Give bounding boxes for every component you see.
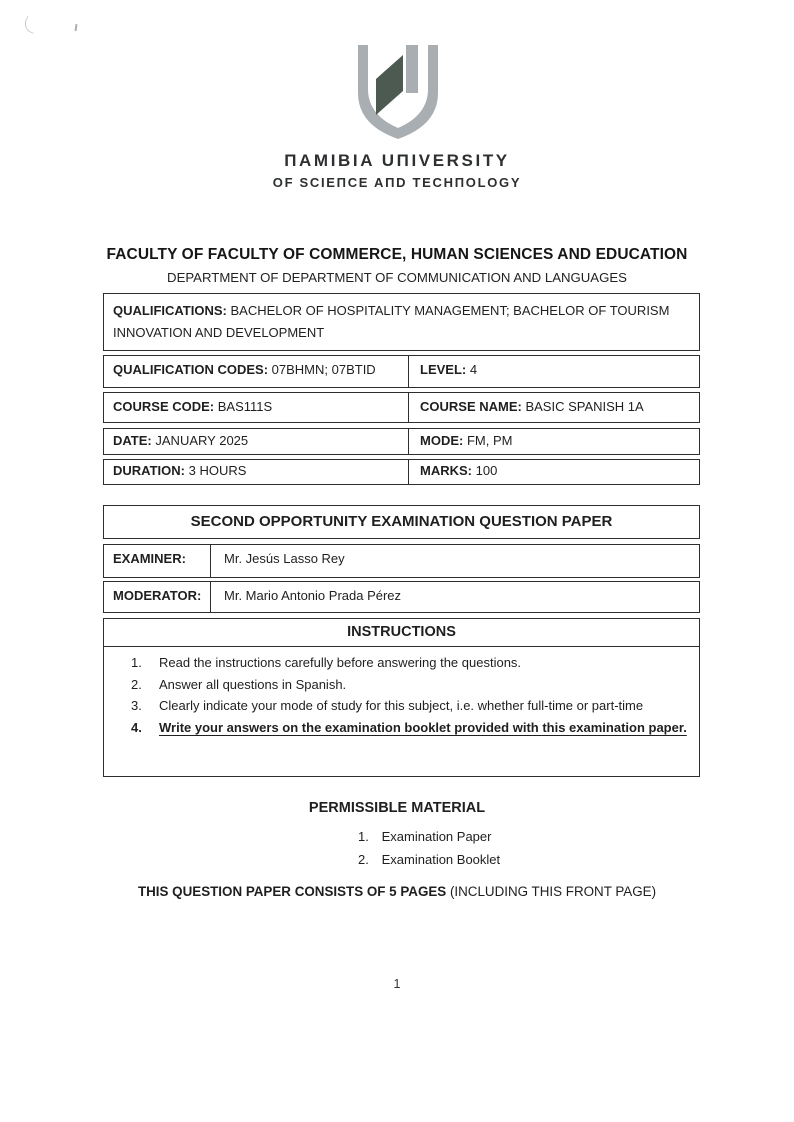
level-cell: [409, 356, 699, 387]
duration-row: [103, 459, 700, 485]
course-code-row: [103, 392, 700, 423]
level-label: LEVEL:: [420, 362, 467, 377]
scan-mark: [22, 16, 40, 34]
course-info-table: [103, 293, 700, 485]
faculty-heading: FACULTY OF FACULTY OF COMMERCE, HUMAN SCIENCES AND EDUCATION: [106, 246, 688, 263]
qualification-codes-label: QUALIFICATION CODES:: [113, 362, 269, 377]
permissible-item-text: Examination Paper: [381, 829, 492, 844]
permissible-item-text: Examination Booklet: [381, 851, 501, 867]
page-count-statement: [0, 884, 794, 899]
permissible-material-list: [358, 826, 500, 871]
shield-inner-bar: [406, 45, 418, 93]
duration-cell: [104, 460, 409, 484]
moderator-label: MODERATOR:: [104, 582, 211, 612]
instruction-text: Read the instructions carefully before answering the questions.: [159, 655, 522, 670]
date-cell: [104, 429, 409, 454]
instruction-item: [104, 652, 691, 674]
instruction-item: [104, 674, 691, 696]
qualification-codes-value: 07BHMN; 07BTID: [271, 362, 376, 377]
moderator-value: Mr. Mario Antonio Prada Pérez: [224, 588, 402, 603]
qualifications-label: QUALIFICATIONS:: [113, 303, 227, 318]
page-count-bold: THIS QUESTION PAPER CONSISTS OF 5 PAGES: [137, 884, 447, 899]
mode-value: FM, PM: [466, 433, 513, 448]
course-name-value: BASIC SPANISH 1A: [525, 399, 644, 414]
examiner-label: EXAMINER:: [104, 545, 211, 577]
shield-green-parallelogram: [376, 55, 403, 115]
marks-label: MARKS:: [420, 463, 472, 478]
course-code-cell: [104, 393, 409, 422]
exam-paper-table: [103, 505, 700, 777]
date-value: JANUARY 2025: [155, 433, 249, 448]
instruction-number: 4.: [131, 719, 142, 735]
page-number: 1: [393, 977, 401, 991]
duration-label: DURATION:: [113, 463, 185, 478]
qualification-codes-row: [103, 355, 700, 388]
course-name-cell: [409, 393, 699, 422]
permissible-item: [358, 826, 500, 849]
permissible-material-title: PERMISSIBLE MATERIAL: [308, 800, 486, 816]
instructions-box: [103, 618, 700, 777]
permissible-item: [358, 849, 500, 872]
instruction-text: Answer all questions in Spanish.: [159, 676, 347, 692]
examiner-value: Mr. Jesús Lasso Rey: [224, 551, 345, 566]
qualification-codes-cell: [104, 356, 409, 387]
qualifications-value: BACHELOR OF HOSPITALITY MANAGEMENT; BACHELOR OF TOURISM INNOVATION AND DEVELOPMENT: [113, 303, 670, 340]
university-tagline: OF SCIEПCE AПD TECHПOLOGY: [272, 175, 522, 190]
instruction-item: [104, 695, 691, 717]
date-row: [103, 428, 700, 455]
instruction-text: Clearly indicate your mode of study for this subject, i.e. whether full-time or part-time: [159, 698, 644, 713]
instruction-number: 3.: [131, 698, 142, 713]
instruction-number: 2.: [131, 676, 142, 692]
instruction-number: 1.: [131, 655, 142, 670]
scan-mark: [75, 24, 77, 31]
permissible-item-number: 1.: [358, 829, 369, 844]
duration-value: 3 HOURS: [188, 463, 247, 478]
qualifications-row: [103, 293, 700, 351]
marks-cell: [409, 460, 699, 484]
instruction-text: Write your answers on the examination booklet provided with this examination paper.: [159, 719, 687, 735]
instructions-title: INSTRUCTIONS: [104, 619, 699, 647]
exam-paper-title: SECOND OPPORTUNITY EXAMINATION QUESTION PAPER: [103, 505, 700, 539]
mode-label: MODE:: [420, 433, 464, 448]
course-name-label: COURSE NAME:: [420, 399, 522, 414]
instruction-item: [104, 717, 691, 739]
nust-shield-logo-icon: [352, 45, 444, 145]
instructions-list: [104, 647, 699, 744]
department-line: DEPARTMENT OF DEPARTMENT OF COMMUNICATION AND LANGUAGES: [167, 270, 627, 285]
course-code-label: COURSE CODE:: [113, 399, 215, 414]
moderator-row: [103, 581, 700, 613]
examiner-row: [103, 544, 700, 578]
permissible-item-number: 2.: [358, 851, 369, 867]
marks-value: 100: [475, 463, 498, 478]
page-count-regular: (INCLUDING THIS FRONT PAGE): [446, 884, 657, 899]
university-name: ПAMIBIA UПIVERSITY: [284, 151, 510, 170]
mode-cell: [409, 429, 699, 454]
level-value: 4: [469, 362, 478, 377]
course-code-value: BAS111S: [217, 399, 273, 414]
date-label: DATE:: [113, 433, 152, 448]
